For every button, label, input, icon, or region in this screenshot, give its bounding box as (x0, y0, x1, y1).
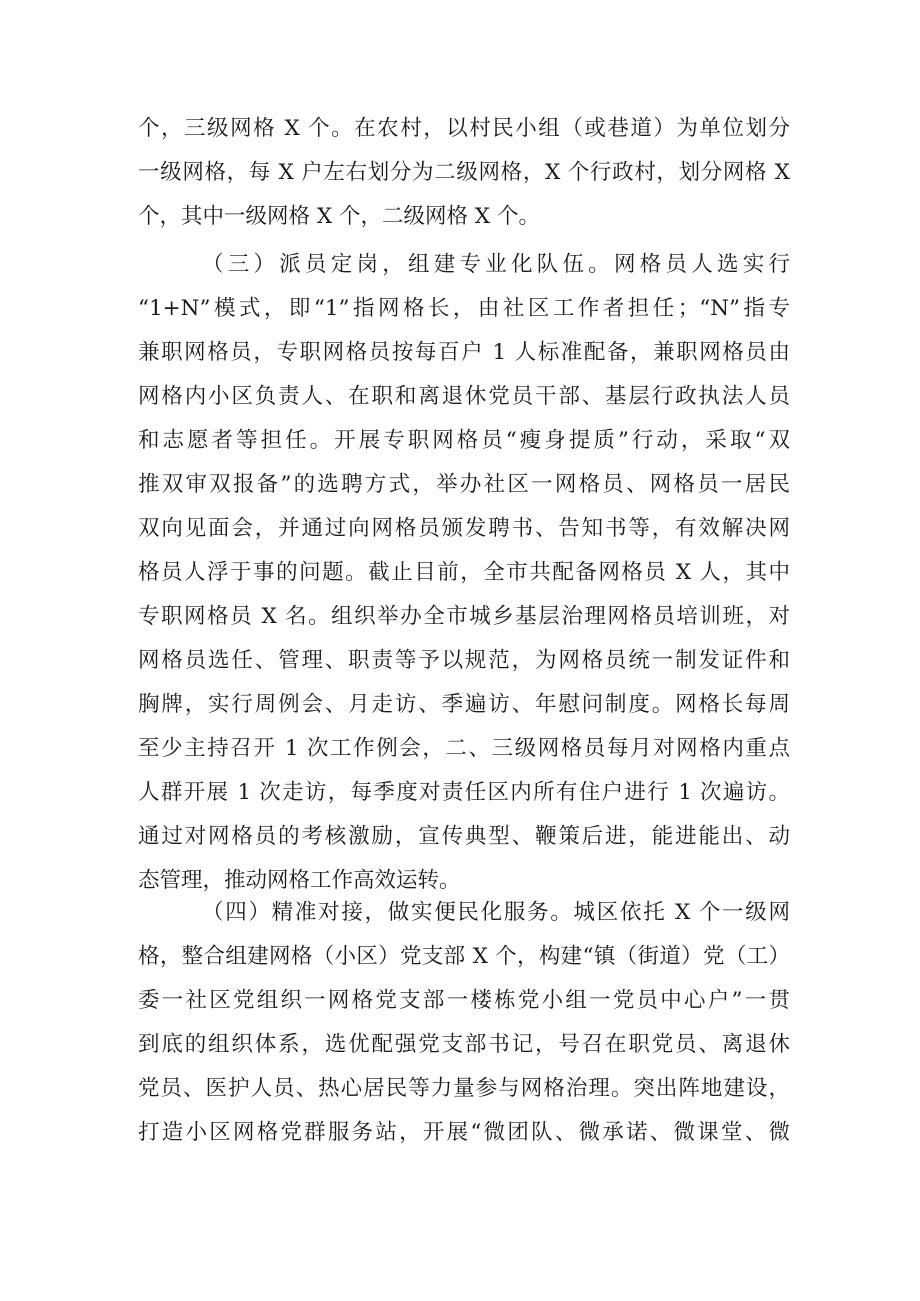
text-line: 人群开展 1 次走访，每季度对责任区内所有住户进行 1 次遍访。 (138, 780, 790, 805)
text-line: 至少主持召开 1 次工作例会，二、三级网格员每月对网格内重点 (138, 736, 790, 761)
section-heading-line: （四）精准对接，做实便民化服务。城区依托 X 个一级网 (202, 900, 790, 925)
text-line: 胸牌，实行周例会、月走访、季遍访、年慰问制度。网格长每周 (138, 692, 790, 717)
text-line: 一级网格，每 X 户左右划分为二级网格，X 个行政村，划分网格 X (138, 160, 790, 185)
text-line: 态管理，推动网格工作高效运转。 (138, 868, 461, 893)
text-line: 双向见面会，并通过向网格员颁发聘书、告知书等，有效解决网 (138, 516, 790, 541)
text-line: 打造小区网格党群服务站，开展“微团队、微承诺、微课堂、微 (138, 1120, 790, 1145)
paragraph-rural-grid (138, 107, 790, 239)
text-line: 通过对网格员的考核激励，宣传典型、鞭策后进，能进能出、动 (138, 824, 790, 849)
text-line: 委一社区党组织一网格党支部一楼栋党小组一党员中心户”一贯 (138, 988, 790, 1013)
text-line: 党员、医护人员、热心居民等力量参与网格治理。突出阵地建设， (138, 1076, 790, 1101)
text-line: 格，整合组建网格（小区）党支部 X 个，构建“镇（街道）党（工） (138, 944, 790, 969)
text-line: 网格员选任、管理、职责等予以规范，为网格员统一制发证件和 (138, 648, 790, 673)
section-heading-line: （三）派员定岗，组建专业化队伍。网格员人选实行 (202, 252, 790, 277)
text-line: 个，三级网格 X 个。在农村，以村民小组（或巷道）为单位划分 (138, 116, 790, 141)
text-line: 兼职网格员，专职网格员按每百户 1 人标准配备，兼职网格员由 (138, 340, 790, 365)
text-line: 推双审双报备”的选聘方式，举办社区一网格员、网格员一居民 (138, 472, 790, 497)
text-line: 到底的组织体系，选优配强党支部书记，号召在职党员、离退休 (138, 1032, 790, 1057)
text-line: 专职网格员 X 名。组织举办全市城乡基层治理网格员培训班，对 (138, 604, 790, 629)
paragraph-section-three (138, 243, 790, 903)
text-line: “1+N”模式，即“1”指网格长，由社区工作者担任；“N”指专 (138, 296, 790, 321)
text-line: 网格内小区负责人、在职和离退休党员干部、基层行政执法人员 (138, 384, 790, 409)
text-line: 格员人浮于事的问题。截止目前，全市共配备网格员 X 人，其中 (138, 560, 790, 585)
paragraph-section-four (138, 891, 790, 1155)
text-line: 个，其中一级网格 X 个，二级网格 X 个。 (138, 204, 540, 229)
text-line: 和志愿者等担任。开展专职网格员“瘦身提质”行动，采取“双 (138, 428, 790, 453)
